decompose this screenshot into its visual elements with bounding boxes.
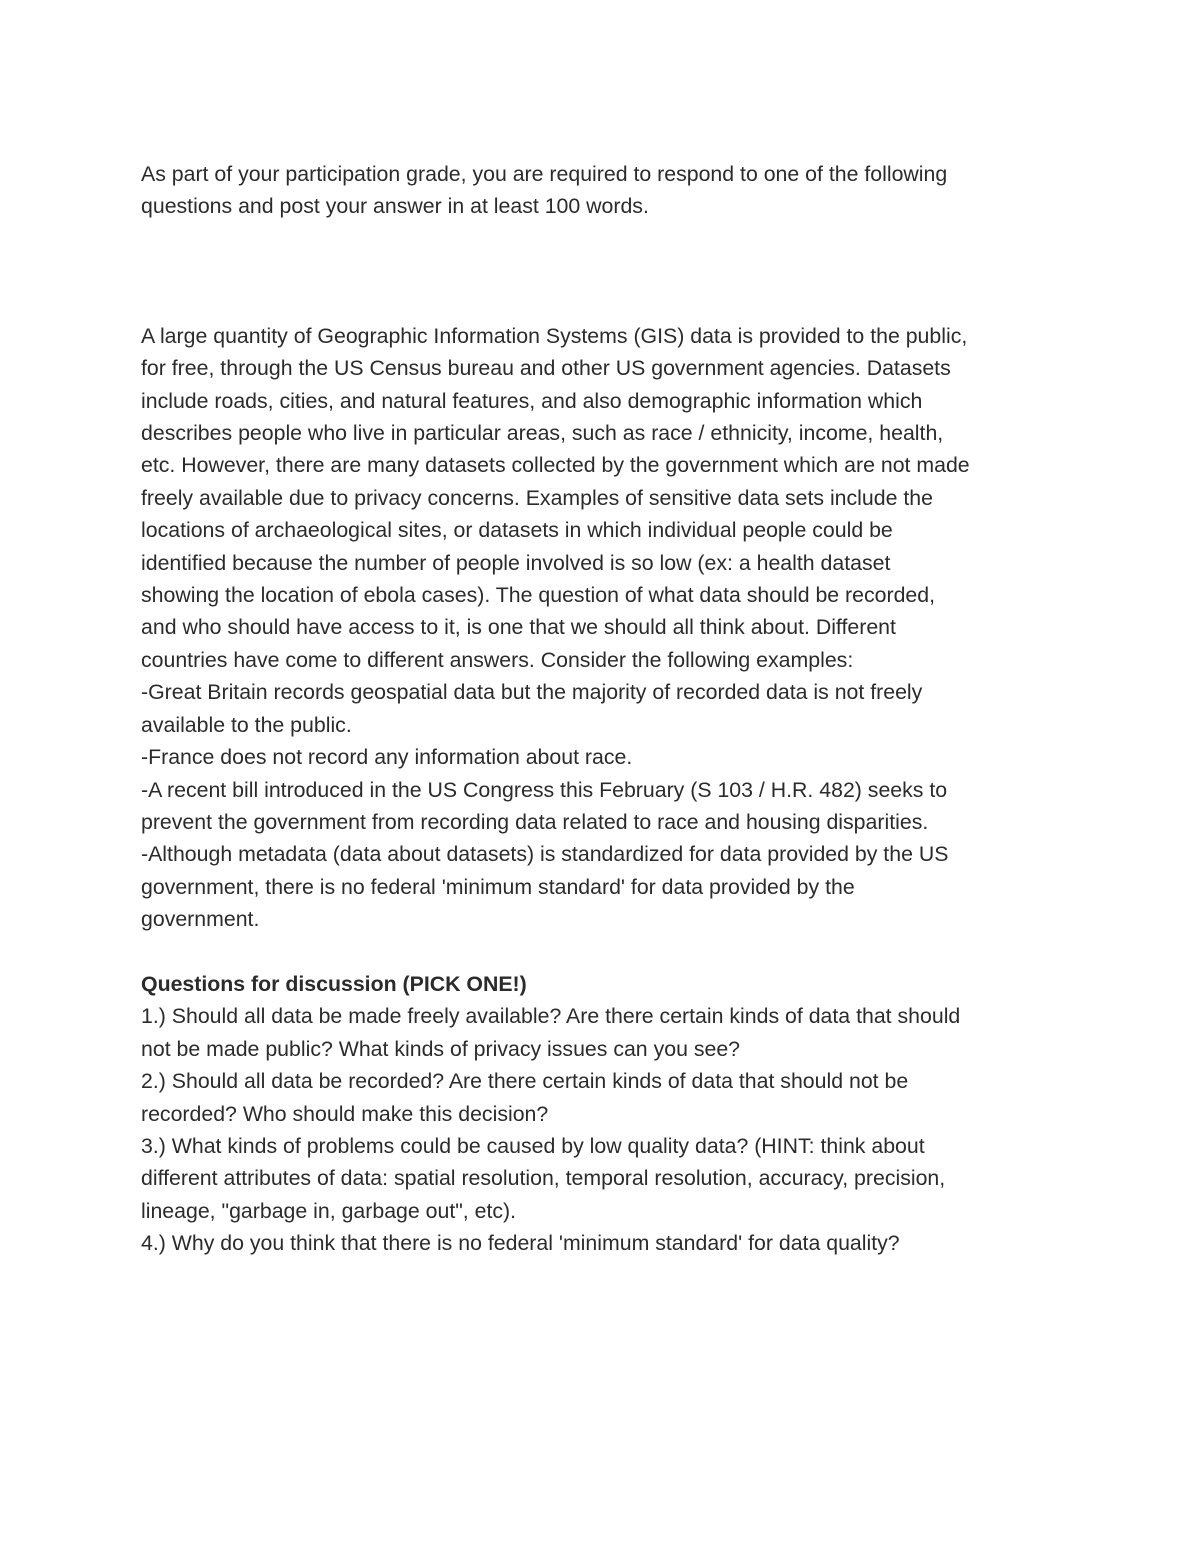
body-line: freely available due to privacy concerns. Examples of sensitive data sets include the — [141, 485, 933, 510]
body-line: etc. However, there are many datasets collected by the government which are not made — [141, 453, 970, 478]
questions-section — [141, 968, 1071, 1260]
intro-line: As part of your participation grade, you are required to respond to one of the following — [141, 162, 948, 186]
document-page — [141, 158, 1071, 1260]
body-line: locations of archaeological sites, or datasets in which individual people could be — [141, 518, 893, 543]
example-line: government. — [141, 907, 260, 932]
example-line: -A recent bill introduced in the US Congress this February (S 103 / H.R. 482) seeks to — [141, 777, 948, 802]
question-line: different attributes of data: spatial resolution, temporal resolution, accuracy, precision, — [141, 1166, 946, 1191]
question-line: 2.) Should all data be recorded? Are there certain kinds of data that should not be — [141, 1069, 909, 1094]
intro-line: questions and post your answer in at least 100 words. — [141, 194, 649, 219]
body-line: include roads, cities, and natural features, and also demographic information which — [141, 388, 923, 413]
intro-paragraph — [141, 158, 1071, 223]
question-line: recorded? Who should make this decision? — [141, 1101, 549, 1126]
question-line: not be made public? What kinds of privacy issues can you see? — [141, 1036, 741, 1061]
body-line: describes people who live in particular areas, such as race / ethnicity, income, health, — [141, 421, 944, 446]
body-line: identified because the number of people involved is so low (ex: a health dataset — [141, 550, 891, 575]
questions-heading: Questions for discussion (PICK ONE!) — [141, 971, 527, 996]
body-line: showing the location of ebola cases). The question of what data should be recorded, — [141, 583, 936, 608]
question-line: 1.) Should all data be made freely available? Are there certain kinds of data that should — [141, 1004, 961, 1029]
blank-line — [141, 936, 1071, 968]
body-paragraph — [141, 320, 1071, 936]
question-line: 3.) What kinds of problems could be caused by low quality data? (HINT: think about — [141, 1133, 925, 1158]
example-line: -Great Britain records geospatial data but the majority of recorded data is not freely — [141, 680, 923, 705]
example-line: available to the public. — [141, 712, 352, 737]
body-line: for free, through the US Census bureau and other US government agencies. Datasets — [141, 356, 951, 381]
question-line: lineage, "garbage in, garbage out", etc). — [141, 1198, 517, 1223]
body-line: countries have come to different answers. Consider the following examples: — [141, 647, 854, 672]
example-line: prevent the government from recording data related to race and housing disparities. — [141, 809, 929, 834]
example-line: -France does not record any information about race. — [141, 745, 633, 770]
body-line: and who should have access to it, is one that we should all think about. Different — [141, 615, 896, 640]
example-line: government, there is no federal 'minimum standard' for data provided by the — [141, 874, 855, 899]
question-line: 4.) Why do you think that there is no federal 'minimum standard' for data quality? — [141, 1231, 900, 1256]
example-line: -Although metadata (data about datasets) is standardized for data provided by the US — [141, 842, 949, 867]
body-line: A large quantity of Geographic Information Systems (GIS) data is provided to the public, — [141, 323, 968, 348]
